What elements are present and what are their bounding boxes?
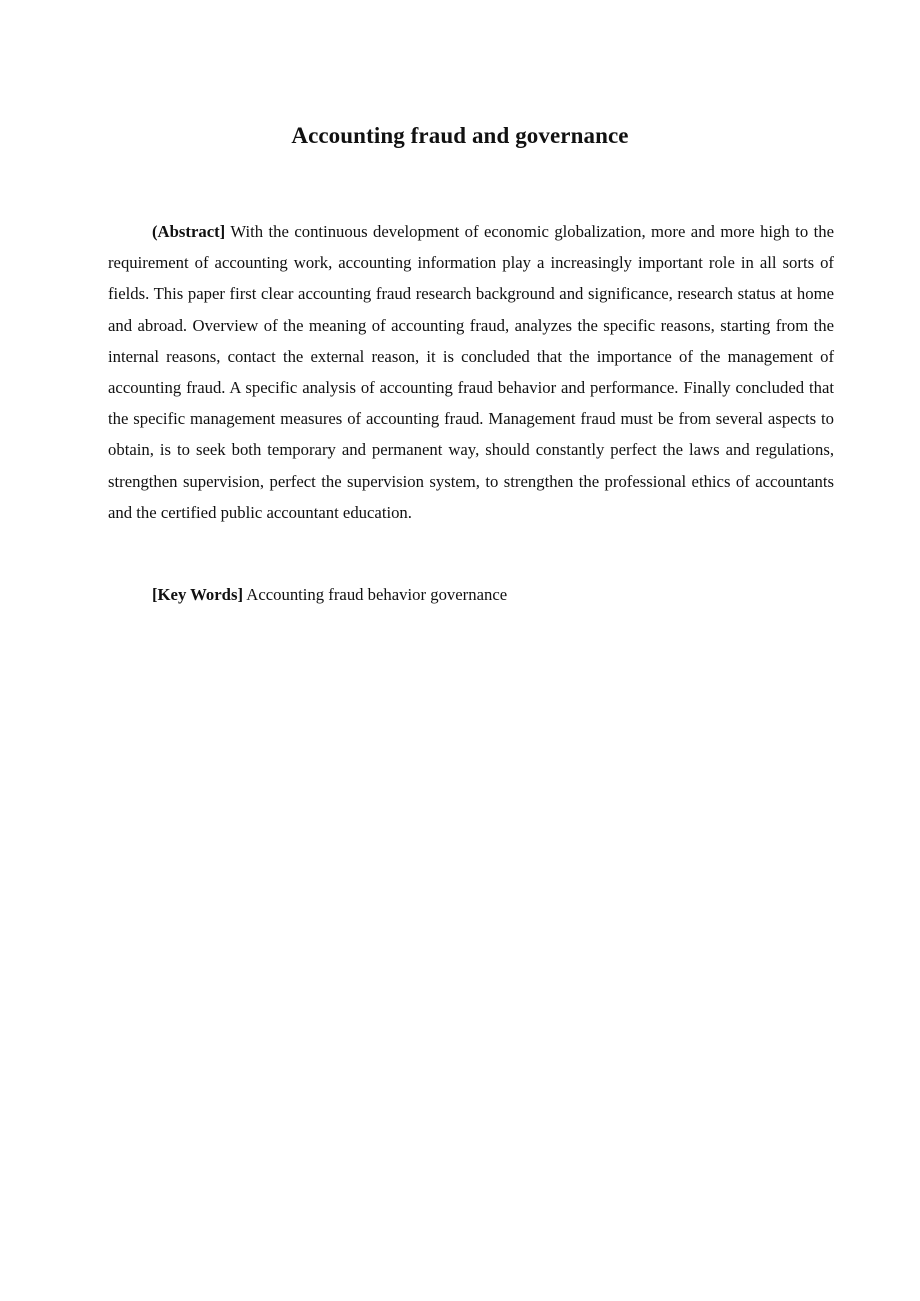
keywords-paragraph xyxy=(108,579,834,610)
abstract-paragraph xyxy=(108,216,834,528)
abstract-label: (Abstract] xyxy=(152,222,226,241)
keywords-text: Accounting fraud behavior governance xyxy=(243,585,508,604)
paper-title: Accounting fraud and governance xyxy=(291,123,629,148)
keywords-label: [Key Words] xyxy=(152,585,244,604)
abstract-text: With the continuous development of economic globalization, more and more high to the requirement of accounting work, accounting information play a increasingly important role in all sorts of fields. This paper first clear accounting fraud research background and significance, research status at home and abroad. Overview of the meaning of accounting fraud, analyzes the specific reasons, starting from the internal reasons, contact the external reason, it is concluded that the importance of the management of accounting fraud. A specific analysis of accounting fraud behavior and performance. Finally concluded that the specific management measures of accounting fraud. Management fraud must be from several aspects to obtain, is to seek both temporary and permanent way, should constantly perfect the laws and regulations, strengthen supervision, perfect the supervision system, to strengthen the professional ethics of accountants and the certified public accountant education. xyxy=(108,222,834,522)
